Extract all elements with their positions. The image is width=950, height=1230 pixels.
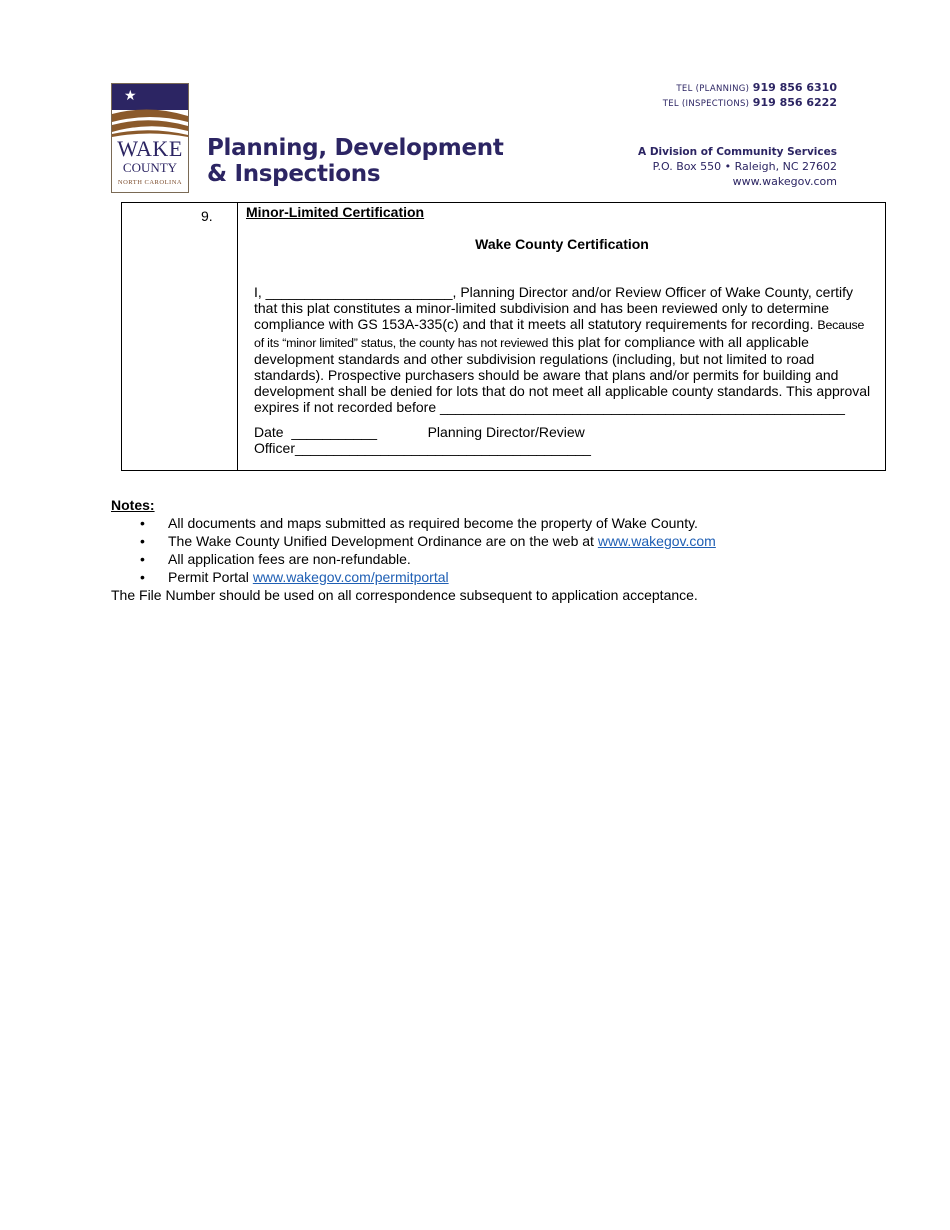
bullet-icon: • xyxy=(140,551,145,567)
notes-heading: Notes: xyxy=(111,497,155,513)
note-text: The Wake County Unified Development Ordinance are on the web at xyxy=(168,533,598,549)
division-name: A Division of Community Services xyxy=(638,146,837,158)
officer-signature-blank[interactable]: ______________________________________ xyxy=(294,440,591,456)
logo-county-text: COUNTY xyxy=(122,160,178,175)
statement-part1: I, ________________________, Planning Director and/or Review Officer of Wake County, certify that this plat constitutes a minor-limited subdivision and has been reviewed only to determine compliance with GS 153A-335(c) and that it meets all statutory requirements for recording. xyxy=(254,284,853,333)
tel-inspections xyxy=(663,96,837,111)
tel-inspections-number: 919 856 6222 xyxy=(752,96,837,109)
department-title-line1: Planning, Development xyxy=(207,135,504,161)
statement-part2: Because of its “minor limited” status, the county has not reviewed xyxy=(254,318,865,350)
bullet-icon: • xyxy=(140,533,145,549)
bullet-icon: • xyxy=(140,569,145,585)
list-item xyxy=(111,532,716,550)
permit-portal-link[interactable]: www.wakegov.com/permitportal xyxy=(252,569,449,585)
date-label: Date xyxy=(254,424,284,440)
logo-state-text: NORTH CAROLINA xyxy=(117,179,183,186)
department-title-line2: & Inspections xyxy=(207,161,381,187)
list-item xyxy=(111,514,716,532)
notes-list xyxy=(111,514,716,586)
star-icon: ★ xyxy=(124,88,137,104)
tel-planning xyxy=(676,81,837,96)
signature-label: Planning Director/Review xyxy=(427,424,585,440)
file-number-note: The File Number should be used on all correspondence subsequent to application acceptance. xyxy=(111,587,698,603)
note-text: Permit Portal xyxy=(168,569,253,585)
letterhead xyxy=(111,80,837,192)
header-website: www.wakegov.com xyxy=(732,175,837,188)
logo-hills-graphic xyxy=(112,106,188,140)
note-text: All documents and maps submitted as required become the property of Wake County. xyxy=(168,515,698,531)
officer-label: Officer xyxy=(254,440,295,456)
certification-statement xyxy=(254,284,872,416)
date-row xyxy=(254,424,874,440)
mailing-address: P.O. Box 550 • Raleigh, NC 27602 xyxy=(652,160,837,173)
bullet-icon: • xyxy=(140,515,145,531)
list-item xyxy=(111,568,716,586)
statement-part3: this plat for compliance with all applicable development standards and other subdivision regulations (including, but not limited to road standards). Prospective purchasers should be aware that plans and/or permits for building and development shall be denied for lots that do not meet all applicable county standards. This approval expires if not recorded before ____________________________________________________ xyxy=(254,333,871,416)
tel-planning-number: 919 856 6310 xyxy=(752,81,837,94)
list-item xyxy=(111,550,716,568)
officer-row xyxy=(254,440,591,456)
date-blank[interactable]: ___________ xyxy=(291,424,378,440)
certification-table xyxy=(121,202,886,471)
section-title: Minor-Limited Certification xyxy=(246,204,425,220)
wake-county-logo xyxy=(111,83,189,193)
certification-heading: Wake County Certification xyxy=(475,236,649,252)
wakegov-link[interactable]: www.wakegov.com xyxy=(597,533,716,549)
tel-planning-label: TEL (PLANNING) xyxy=(676,84,750,94)
department-title xyxy=(207,135,504,187)
logo-wake-text: WAKE xyxy=(117,136,183,161)
tel-inspections-label: TEL (INSPECTIONS) xyxy=(662,99,750,109)
item-number: 9. xyxy=(201,208,213,224)
note-text: All application fees are non-refundable. xyxy=(168,551,411,567)
